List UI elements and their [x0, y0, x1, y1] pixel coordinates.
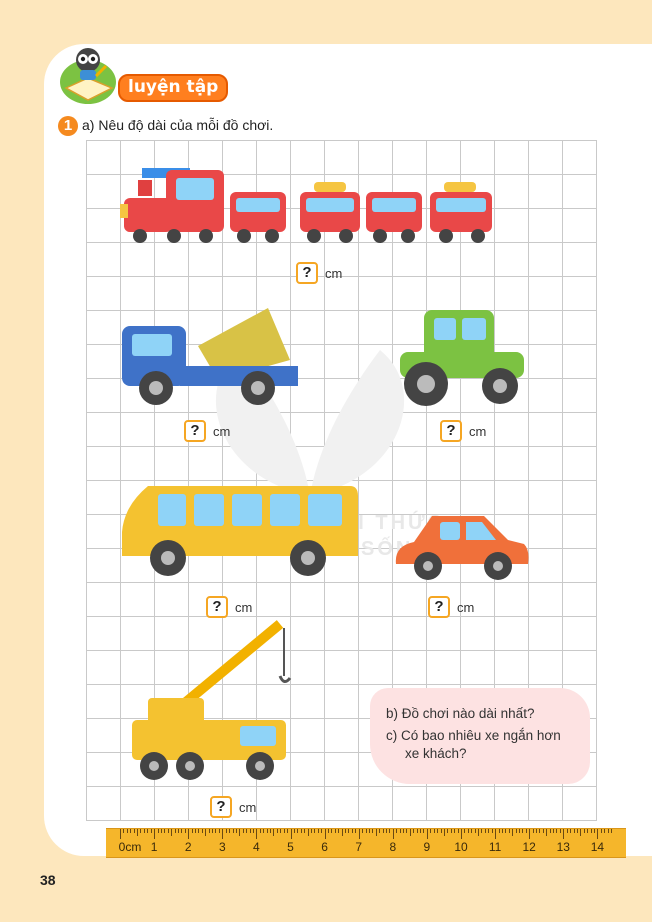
ruler-tick: [464, 829, 465, 833]
ruler: [106, 828, 626, 858]
ruler-tick: [321, 829, 322, 833]
ruler-tick: [198, 829, 199, 833]
ruler-tick: [260, 829, 261, 833]
ruler-tick: [134, 829, 135, 833]
ruler-tick: [560, 829, 561, 833]
ruler-tick: [154, 829, 155, 839]
ruler-tick: [256, 829, 257, 839]
question-c-line2: xe khách?: [405, 746, 467, 761]
ruler-tick: [151, 829, 152, 833]
answer-crane: [210, 796, 256, 818]
answer-tractor-box[interactable]: ?: [440, 420, 462, 442]
question-b: b) Đồ chơi nào dài nhất?: [386, 706, 535, 721]
ruler-label: 11: [488, 840, 502, 854]
ruler-label: 2: [184, 840, 192, 854]
ruler-tick: [410, 829, 411, 836]
ruler-tick: [492, 829, 493, 833]
ruler-tick: [458, 829, 459, 833]
watermark-line-1: THỨC: [375, 512, 446, 534]
ruler-tick: [195, 829, 196, 833]
ruler-tick: [591, 829, 592, 833]
ruler-tick: [168, 829, 169, 833]
ruler-tick: [185, 829, 186, 833]
ruler-tick: [270, 829, 271, 833]
answer-car-box[interactable]: ?: [428, 596, 450, 618]
ruler-tick: [543, 829, 544, 833]
ruler-tick: [209, 829, 210, 833]
answer-bus: [206, 596, 252, 618]
ruler-tick: [471, 829, 472, 833]
ruler-tick: [427, 829, 428, 839]
ruler-tick: [250, 829, 251, 833]
ruler-tick: [478, 829, 479, 836]
ruler-tick: [488, 829, 489, 833]
question-c-line1: c) Có bao nhiêu xe ngắn hơn: [386, 728, 561, 743]
ruler-tick: [366, 829, 367, 833]
ruler-tick: [318, 829, 319, 833]
ruler-tick: [379, 829, 380, 833]
toy-bus-image: [118, 476, 362, 584]
ruler-tick: [287, 829, 288, 833]
ruler-tick: [342, 829, 343, 836]
ruler-tick: [331, 829, 332, 833]
ruler-tick: [376, 829, 377, 836]
ruler-tick: [444, 829, 445, 836]
ruler-tick: [311, 829, 312, 833]
ruler-tick: [389, 829, 390, 833]
ruler-tick: [608, 829, 609, 833]
ruler-tick: [345, 829, 346, 833]
ruler-tick: [451, 829, 452, 833]
ruler-tick: [509, 829, 510, 833]
answer-train: [296, 262, 342, 284]
ruler-tick: [485, 829, 486, 833]
ruler-label: 4: [253, 840, 260, 854]
answer-bus-unit: cm: [235, 599, 253, 615]
ruler-tick: [280, 829, 281, 833]
ruler-tick: [403, 829, 404, 833]
ruler-tick: [301, 829, 302, 833]
ruler-label: 7: [355, 840, 363, 854]
ruler-tick: [512, 829, 513, 836]
ruler-tick: [601, 829, 602, 833]
ruler-tick: [383, 829, 384, 833]
ruler-label: 12: [522, 840, 536, 854]
ruler-label: 0cm: [118, 840, 142, 854]
ruler-tick: [233, 829, 234, 833]
ruler-tick: [352, 829, 353, 833]
ruler-tick: [144, 829, 145, 833]
ruler-tick: [202, 829, 203, 833]
ruler-label: 1: [150, 840, 158, 854]
ruler-tick: [533, 829, 534, 833]
ruler-tick: [396, 829, 397, 833]
section-title: luyện tập: [118, 74, 228, 102]
ruler-tick: [130, 829, 131, 833]
ruler-tick: [284, 829, 285, 833]
answer-crane-box[interactable]: ?: [210, 796, 232, 818]
ruler-tick: [246, 829, 247, 833]
ruler-tick: [294, 829, 295, 833]
answer-train-unit: cm: [325, 265, 343, 281]
ruler-tick: [181, 829, 182, 833]
ruler-tick: [123, 829, 124, 833]
ruler-tick: [400, 829, 401, 833]
ruler-tick: [604, 829, 605, 833]
ruler-tick: [304, 829, 305, 833]
page-number: 38: [40, 872, 56, 888]
answer-mixer-truck-box[interactable]: ?: [184, 420, 206, 442]
ruler-tick: [308, 829, 309, 836]
ruler-tick: [441, 829, 442, 833]
ruler-tick: [140, 829, 141, 833]
ruler-tick: [147, 829, 148, 833]
ruler-tick: [413, 829, 414, 833]
answer-car-unit: cm: [457, 599, 475, 615]
ruler-tick: [325, 829, 326, 839]
ruler-label: 13: [556, 840, 570, 854]
answer-tractor-unit: cm: [469, 423, 487, 439]
answer-crane-unit: cm: [239, 799, 257, 815]
ruler-tick: [556, 829, 557, 833]
ruler-tick: [539, 829, 540, 833]
answer-mixer-truck: [184, 420, 230, 442]
ruler-tick: [393, 829, 394, 839]
ruler-tick: [362, 829, 363, 833]
answer-mixer-truck-unit: cm: [213, 423, 231, 439]
ruler-tick: [584, 829, 585, 833]
answer-train-box[interactable]: ?: [296, 262, 318, 284]
ruler-tick: [546, 829, 547, 836]
ruler-tick: [243, 829, 244, 833]
ruler-tick: [461, 829, 462, 839]
ruler-tick: [553, 829, 554, 833]
ruler-label: 10: [454, 840, 468, 854]
ruler-tick: [328, 829, 329, 833]
ruler-tick: [291, 829, 292, 839]
ruler-tick: [594, 829, 595, 833]
ruler-tick: [178, 829, 179, 833]
ruler-tick: [526, 829, 527, 833]
ruler-tick: [386, 829, 387, 833]
ruler-tick: [587, 829, 588, 833]
ruler-tick: [406, 829, 407, 833]
ruler-tick: [263, 829, 264, 833]
ruler-tick: [348, 829, 349, 833]
ruler-tick: [314, 829, 315, 833]
ruler-tick: [127, 829, 128, 833]
ruler-tick: [430, 829, 431, 833]
ruler-tick: [420, 829, 421, 833]
ruler-tick: [563, 829, 564, 839]
ruler-tick: [369, 829, 370, 833]
ruler-tick: [481, 829, 482, 833]
ruler-tick: [536, 829, 537, 833]
ruler-label: 9: [423, 840, 431, 854]
ruler-tick: [437, 829, 438, 833]
answer-tractor: [440, 420, 486, 442]
ruler-tick: [475, 829, 476, 833]
ruler-tick: [236, 829, 237, 833]
ruler-tick: [570, 829, 571, 833]
toy-crane-image: [124, 616, 294, 788]
ruler-tick: [522, 829, 523, 833]
toy-car-image: [392, 510, 532, 584]
ruler-tick: [519, 829, 520, 833]
ruler-tick: [468, 829, 469, 833]
ruler-tick: [423, 829, 424, 833]
toy-tractor-image: [394, 306, 530, 410]
ruler-tick: [597, 829, 598, 839]
answer-bus-box[interactable]: ?: [206, 596, 228, 618]
ruler-tick: [495, 829, 496, 839]
ruler-tick: [215, 829, 216, 833]
ruler-tick: [161, 829, 162, 833]
toy-train-image: [118, 160, 498, 246]
ruler-tick: [158, 829, 159, 833]
ruler-tick: [171, 829, 172, 836]
ruler-tick: [229, 829, 230, 833]
ruler-label: 6: [321, 840, 328, 854]
ruler-tick: [192, 829, 193, 833]
ruler-tick: [417, 829, 418, 833]
ruler-tick: [502, 829, 503, 833]
ruler-tick: [529, 829, 530, 839]
ruler-tick: [499, 829, 500, 833]
ruler-tick: [188, 829, 189, 839]
ruler-tick: [338, 829, 339, 833]
toy-mixer-truck-image: [118, 300, 303, 410]
ruler-tick: [137, 829, 138, 836]
exercise-number: 1: [58, 116, 78, 136]
ruler-tick: [164, 829, 165, 833]
ruler-tick: [447, 829, 448, 833]
ruler-tick: [219, 829, 220, 833]
ruler-tick: [222, 829, 223, 839]
ruler-tick: [267, 829, 268, 833]
ruler-tick: [239, 829, 240, 836]
ruler-tick: [574, 829, 575, 833]
answer-car: [428, 596, 474, 618]
ruler-tick: [611, 829, 612, 833]
ruler-tick: [516, 829, 517, 833]
ruler-tick: [297, 829, 298, 833]
ruler-tick: [273, 829, 274, 836]
ruler-label: 5: [287, 840, 294, 854]
exercise-instruction: a) Nêu độ dài của mỗi đồ chơi.: [82, 117, 274, 133]
ruler-tick: [205, 829, 206, 836]
ruler-tick: [355, 829, 356, 833]
ruler-tick: [120, 829, 121, 839]
ruler-label: 8: [389, 840, 397, 854]
ruler-tick: [434, 829, 435, 833]
ruler-tick: [212, 829, 213, 833]
ruler-tick: [335, 829, 336, 833]
ruler-tick: [175, 829, 176, 833]
ruler-tick: [580, 829, 581, 836]
ruler-tick: [577, 829, 578, 833]
ruler-tick: [372, 829, 373, 833]
ruler-label: 14: [590, 840, 605, 854]
ruler-tick: [359, 829, 360, 839]
ruler-label: 3: [218, 840, 226, 854]
ruler-tick: [567, 829, 568, 833]
reading-owl-icon: [58, 42, 120, 106]
ruler-tick: [550, 829, 551, 833]
ruler-tick: [253, 829, 254, 833]
ruler-tick: [505, 829, 506, 833]
ruler-tick: [277, 829, 278, 833]
ruler-tick: [454, 829, 455, 833]
ruler-tick: [226, 829, 227, 833]
watermark-line-2: SỐNG: [361, 538, 432, 560]
